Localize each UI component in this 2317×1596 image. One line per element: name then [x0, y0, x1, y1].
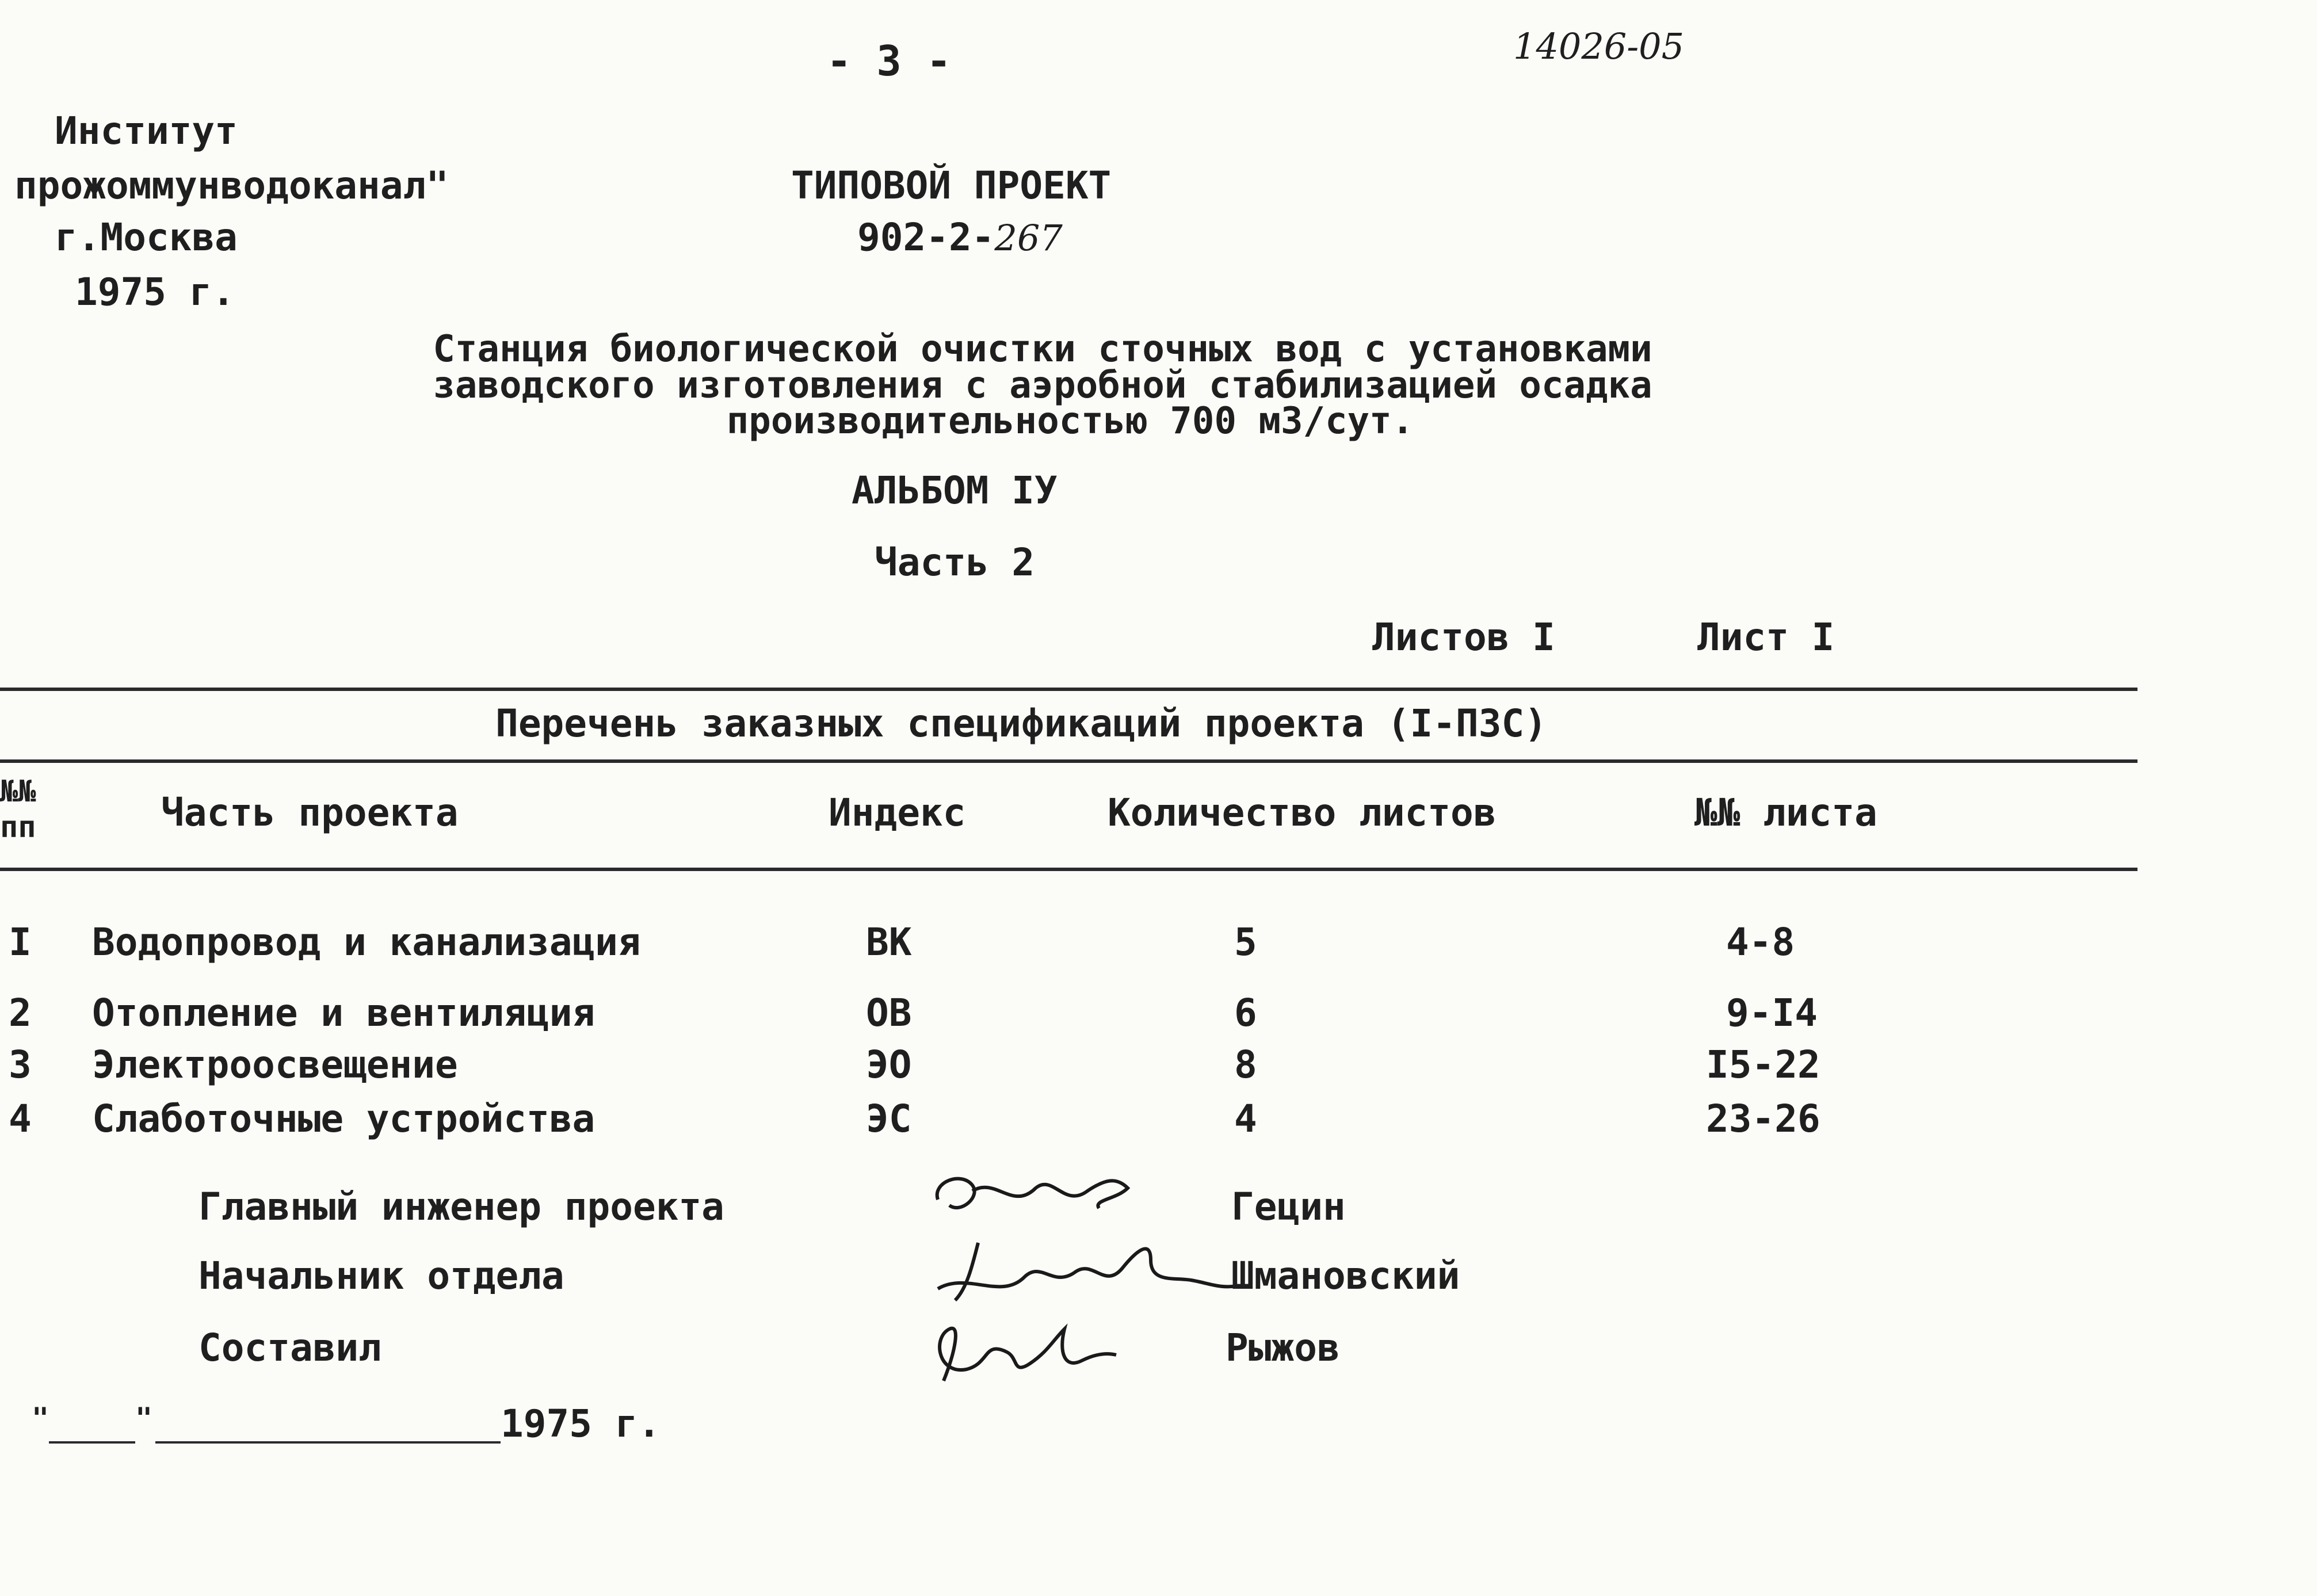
row-index: ЭС — [866, 1097, 912, 1141]
row-num: 3 — [9, 1043, 32, 1087]
date-day-blank — [49, 1441, 135, 1444]
archive-number: 14026-05 — [1513, 25, 1685, 67]
institute-label: Институт — [55, 109, 238, 153]
header-num-2: пп — [0, 810, 36, 845]
signature-ryzhov — [921, 1306, 1128, 1398]
row-index: ОВ — [866, 991, 912, 1035]
row-sheets: I5-22 — [1706, 1043, 1820, 1087]
row-index: ВК — [866, 920, 912, 964]
row-num: 4 — [9, 1097, 32, 1141]
project-code-handwritten: 267 — [994, 217, 1063, 259]
signature-name: Шмановский — [1231, 1254, 1460, 1298]
row-count: 6 — [1234, 991, 1257, 1035]
date-month-blank — [155, 1441, 501, 1444]
header-part: Часть проекта — [161, 791, 459, 835]
title-line-1: Станция биологической очистки сточных вод с установками — [433, 328, 1652, 371]
project-code — [857, 215, 1063, 259]
institute-name: прожоммунводоканал" — [14, 163, 449, 208]
signature-name: Гецин — [1231, 1185, 1346, 1229]
title-line-2: заводского изготовления с аэробной стабилизацией осадка — [433, 364, 1652, 407]
row-count: 8 — [1234, 1043, 1257, 1087]
table-caption: Перечень заказных спецификаций проекта (I-ПЗС) — [495, 701, 1547, 746]
title-line-3: производительностью 700 м3/сут. — [726, 400, 1414, 442]
row-part: Слаботочные устройства — [92, 1097, 596, 1141]
header-index: Индекс — [829, 791, 966, 835]
part-label: Часть 2 — [875, 540, 1035, 585]
caption-rule — [0, 759, 2137, 763]
signature-role: Начальник отдела — [199, 1254, 564, 1298]
row-num: 2 — [9, 991, 32, 1035]
row-sheets: 9-I4 — [1726, 991, 1818, 1035]
row-part: Отопление и вентиляция — [92, 991, 596, 1035]
header-rule — [0, 868, 2137, 871]
date-year: 1975 г. — [501, 1402, 661, 1446]
row-count: 5 — [1234, 920, 1257, 964]
institute-city: г.Москва — [55, 215, 238, 259]
institute-year: 1975 г. — [75, 270, 235, 314]
date-quote-open: " — [32, 1402, 49, 1435]
project-code-printed: 902-2- — [857, 215, 995, 259]
signature-shmanovsky — [932, 1225, 1243, 1312]
header-num-1: №№ — [0, 774, 36, 809]
table-top-rule — [0, 688, 2137, 691]
row-sheets: 23-26 — [1706, 1097, 1820, 1141]
album-label: АЛЬБОМ IУ — [852, 468, 1058, 513]
signature-gecin — [926, 1159, 1168, 1234]
signature-role: Главный инженер проекта — [199, 1185, 724, 1229]
sheets-total: Листов I — [1372, 615, 1555, 659]
row-num: I — [9, 920, 32, 964]
row-part: Водопровод и канализация — [92, 920, 641, 964]
sheet-current: Лист I — [1697, 615, 1835, 659]
header-sheet-no: №№ листа — [1694, 791, 1877, 835]
date-quote-close: " — [135, 1402, 153, 1435]
signature-name: Рыжов — [1226, 1326, 1340, 1370]
row-sheets: 4-8 — [1726, 920, 1795, 964]
row-count: 4 — [1234, 1097, 1257, 1141]
header-count: Количество листов — [1108, 791, 1497, 835]
project-type: ТИПОВОЙ ПРОЕКТ — [791, 163, 1112, 208]
row-part: Электроосвещение — [92, 1043, 458, 1087]
page-number: - 3 - — [826, 37, 952, 85]
signature-role: Составил — [199, 1326, 381, 1370]
row-index: ЭО — [866, 1043, 912, 1087]
